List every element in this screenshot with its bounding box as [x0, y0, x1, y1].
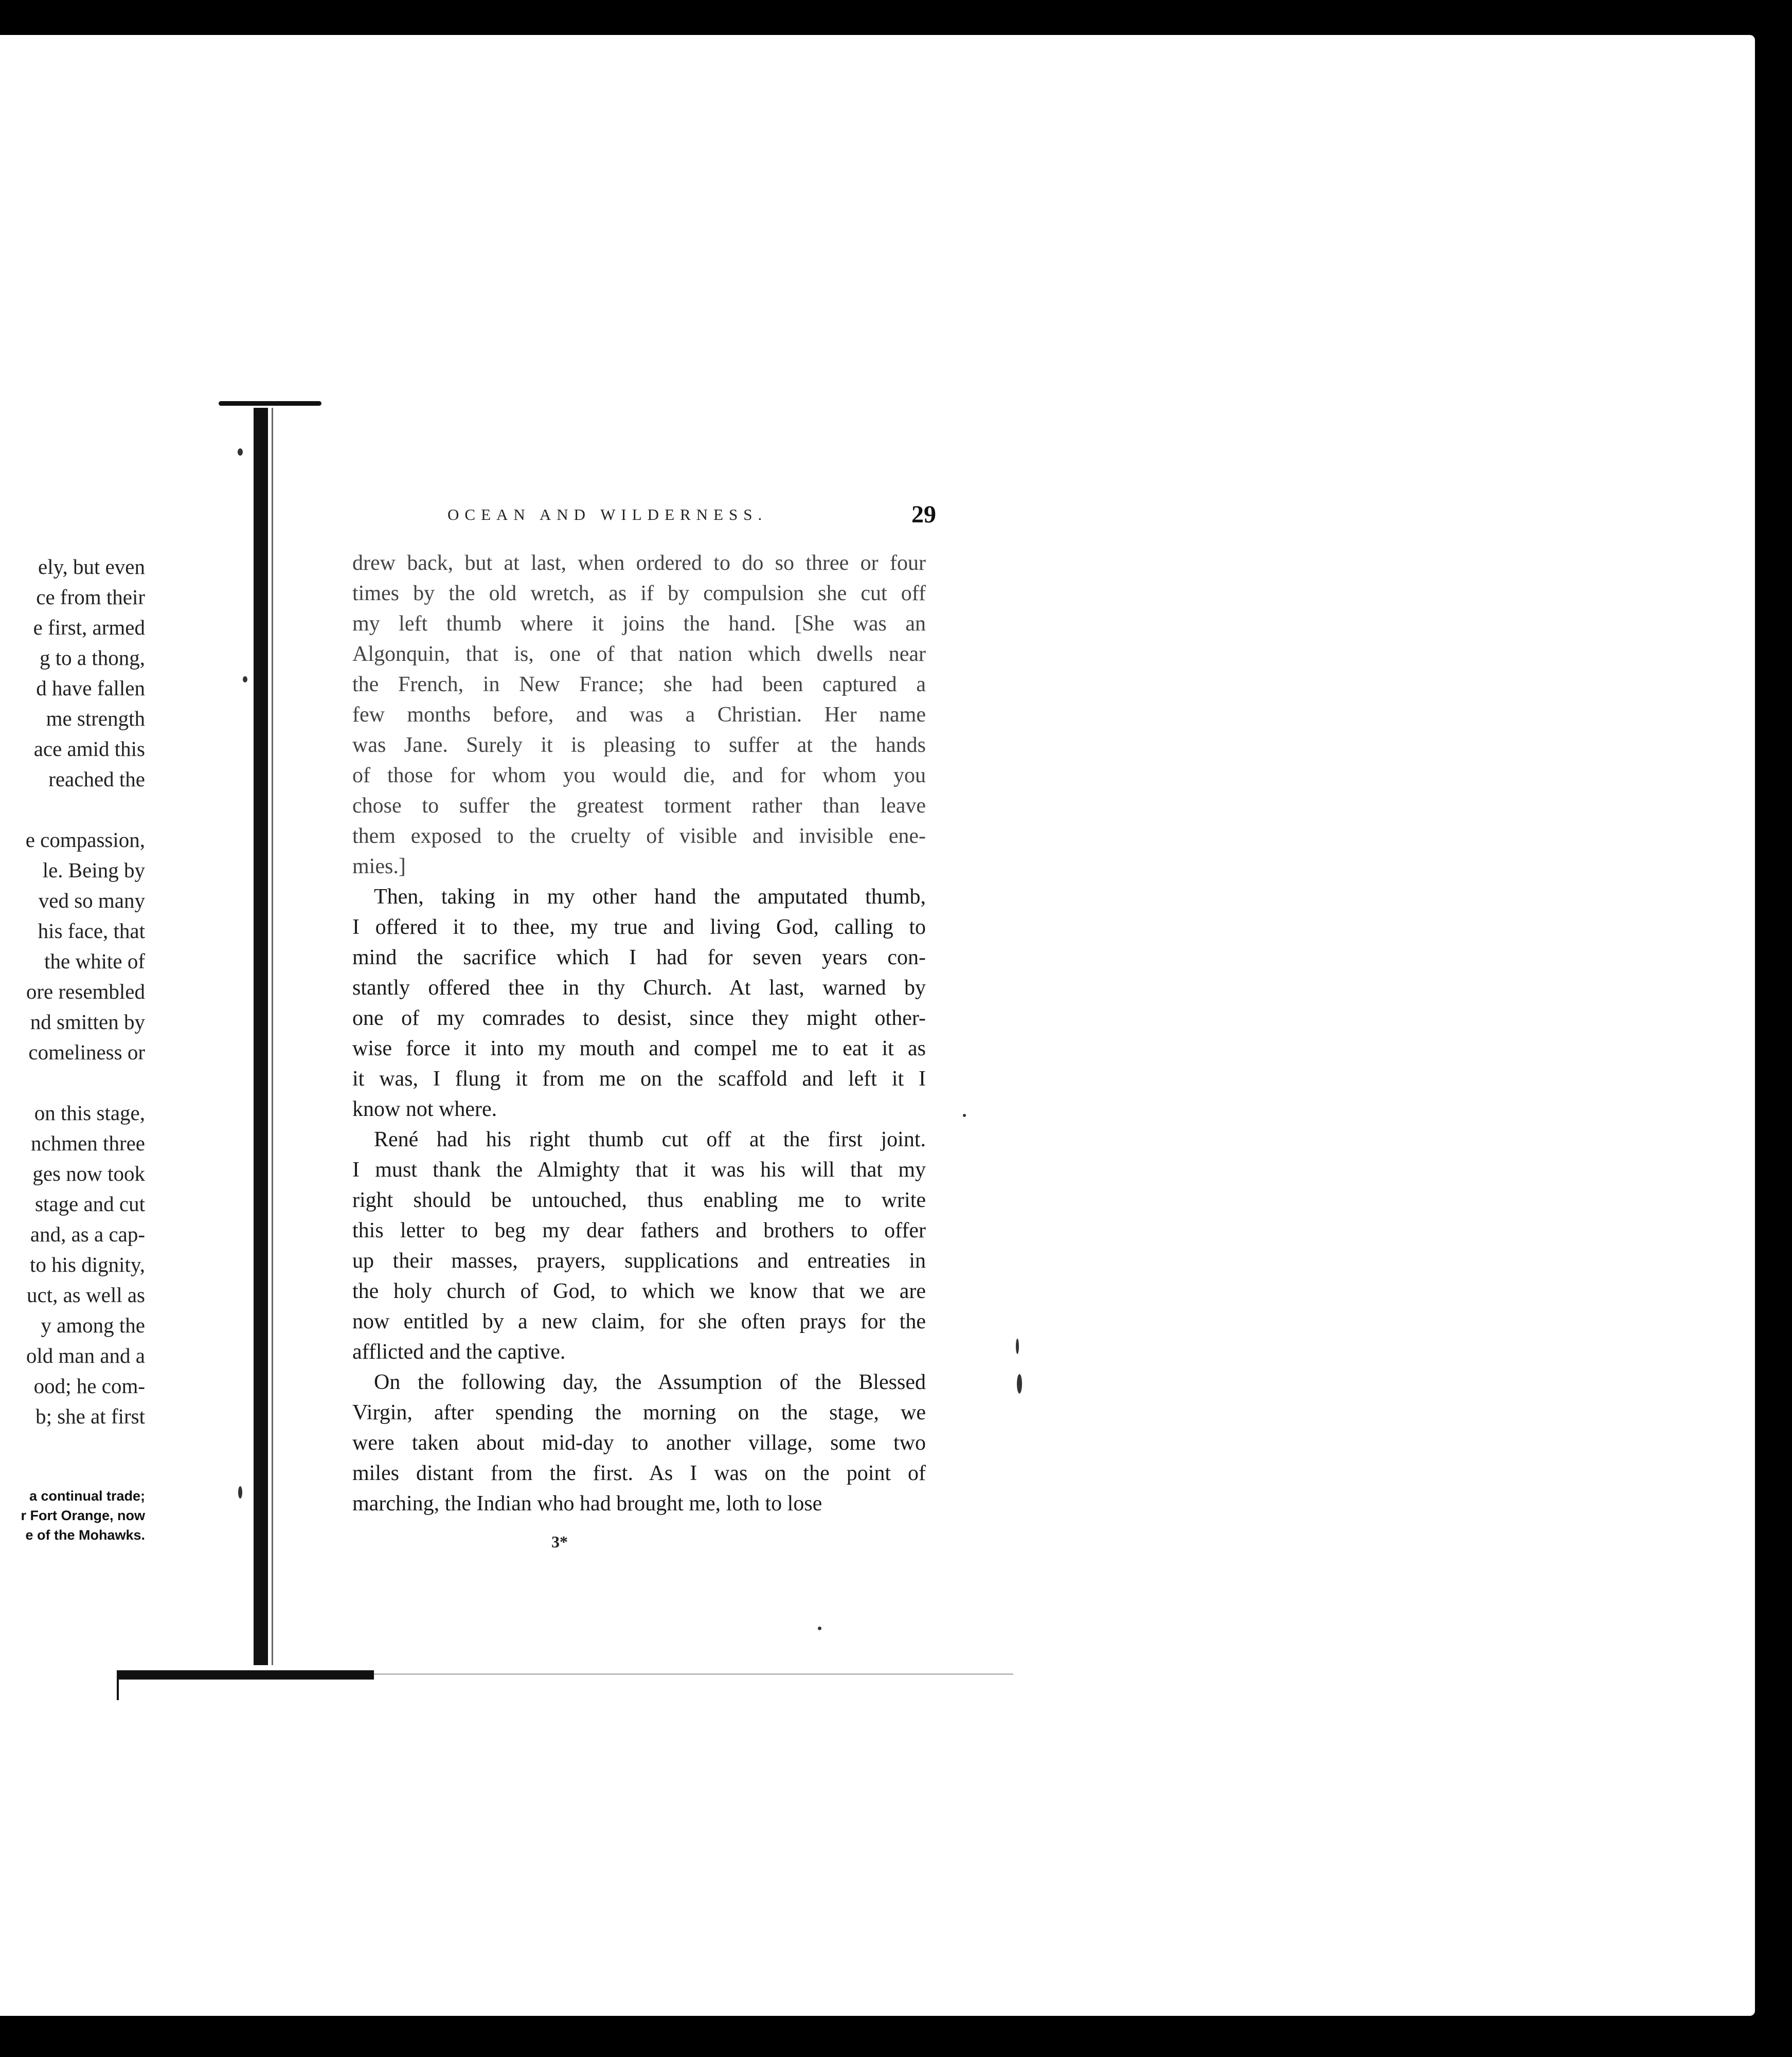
- text-line: stantly offered thee in thy Church. At last, warned by: [352, 976, 926, 1000]
- text-line: it was, I flung it from me on the scaffold and left it I: [352, 1067, 926, 1091]
- left-text-line: and, as a cap-: [30, 1222, 145, 1246]
- left-text-line: g to a thong,: [40, 646, 145, 670]
- left-text-line: old man and a: [26, 1344, 145, 1367]
- text-line: my left thumb where it joins the hand. [She was an: [352, 612, 926, 636]
- left-text-line: e compassion,: [25, 828, 145, 852]
- left-text-line: nd smitten by: [30, 1010, 145, 1034]
- left-text-line: reached the: [48, 767, 145, 791]
- left-text-line: ce from their: [36, 585, 145, 609]
- binding-gutter-edge: [272, 408, 273, 1665]
- page-bottom-edge: [374, 1673, 1013, 1675]
- left-text-line: [0, 795, 145, 825]
- binding-gutter: [254, 408, 268, 1665]
- left-text-line: d have fallen: [36, 676, 145, 700]
- text-line: Then, taking in my other hand the amputated thumb,: [374, 885, 926, 909]
- text-line: Virgin, after spending the morning on the stage, we: [352, 1401, 926, 1424]
- left-text-line: ood; he com-: [33, 1374, 145, 1398]
- text-line: I offered it to thee, my true and living God, calling to: [352, 915, 926, 939]
- left-text-line: on this stage,: [34, 1101, 145, 1125]
- text-line: afflicted and the captive.: [352, 1340, 566, 1364]
- text-line: this letter to beg my dear fathers and brothers to offer: [352, 1219, 926, 1242]
- left-text-line: b; she at first: [35, 1404, 145, 1428]
- left-page-footnote: [0, 1486, 145, 1545]
- left-text-line: ace amid this: [33, 737, 145, 761]
- left-text-line: to his dignity,: [30, 1253, 145, 1276]
- left-text-line: uct, as well as: [27, 1283, 145, 1307]
- running-head: [447, 500, 936, 536]
- left-text-line: ved so many: [38, 889, 145, 912]
- text-line: mind the sacrifice which I had for seven years con-: [352, 946, 926, 969]
- left-text-line: stage and cut: [34, 1192, 145, 1216]
- left-text-line: ore resembled: [26, 980, 145, 1003]
- text-line: I must thank the Almighty that it was his will that my: [352, 1158, 926, 1182]
- left-text-line: e first, armed: [33, 616, 145, 639]
- text-line: Algonquin, that is, one of that nation which dwells near: [352, 642, 926, 666]
- text-line: marching, the Indian who had brought me, loth to lose: [352, 1492, 822, 1515]
- scan-speck: [963, 1114, 966, 1117]
- text-line: was Jane. Surely it is pleasing to suffer at the hands: [352, 733, 926, 757]
- left-text-line: his face, that: [38, 919, 145, 943]
- text-line: the holy church of God, to which we know that we are: [352, 1279, 926, 1303]
- text-line: up their masses, prayers, supplications and entreaties in: [352, 1249, 926, 1273]
- scan-speck: [1017, 1374, 1022, 1394]
- left-text-line: ely, but even: [38, 555, 145, 579]
- text-line: wise force it into my mouth and compel me to eat it as: [352, 1037, 926, 1060]
- text-line: mies.]: [352, 855, 406, 878]
- page-number: 29: [911, 501, 936, 528]
- scan-speck: [238, 448, 243, 456]
- signature-mark: 3*: [551, 1532, 568, 1551]
- right-page-body: [352, 548, 926, 1519]
- scanned-page-sheet: [0, 35, 1755, 2016]
- left-text-line: ges now took: [32, 1162, 145, 1185]
- scan-speck: [238, 1486, 242, 1499]
- text-line: them exposed to the cruelty of visible and invisible ene-: [352, 824, 926, 848]
- binding-bottom-rule: [117, 1670, 374, 1680]
- text-line: times by the old wretch, as if by compulsion she cut off: [352, 582, 926, 605]
- footnote-line: r Fort Orange, now: [21, 1508, 145, 1523]
- text-line: know not where.: [352, 1097, 497, 1121]
- text-line: On the following day, the Assumption of the Blessed: [374, 1370, 926, 1394]
- text-line: chose to suffer the greatest torment rather than leave: [352, 794, 926, 818]
- scan-speck: [818, 1627, 821, 1630]
- text-line: few months before, and was a Christian. Her name: [352, 703, 926, 727]
- left-text-line: the white of: [44, 949, 145, 973]
- left-text-line: me strength: [46, 707, 145, 730]
- text-line: miles distant from the first. As I was on the point of: [352, 1461, 926, 1485]
- running-head-title: OCEAN AND WILDERNESS.: [447, 506, 768, 524]
- left-text-line: le. Being by: [42, 858, 145, 882]
- text-line: of those for whom you would die, and for whom you: [352, 764, 926, 787]
- footnote-line: a continual trade;: [29, 1488, 145, 1504]
- scan-speck: [1016, 1339, 1019, 1354]
- text-line: were taken about mid-day to another village, some two: [352, 1431, 926, 1455]
- left-page-text: [0, 552, 145, 1432]
- text-line: now entitled by a new claim, for she often prays for the: [352, 1310, 926, 1333]
- left-text-line: y among the: [41, 1313, 145, 1337]
- text-line: right should be untouched, thus enabling me to write: [352, 1188, 926, 1212]
- scan-speck: [243, 676, 247, 682]
- binding-top-rule: [219, 401, 321, 406]
- text-line: drew back, but at last, when ordered to do so three or four: [352, 551, 926, 575]
- binding-bottom-tick: [117, 1679, 119, 1700]
- left-text-line: nchmen three: [31, 1131, 145, 1155]
- left-text-line: comeliness or: [28, 1040, 145, 1064]
- footnote-line: e of the Mohawks.: [25, 1527, 145, 1543]
- text-line: René had his right thumb cut off at the first joint.: [374, 1128, 926, 1151]
- left-text-line: [0, 1068, 145, 1098]
- text-line: one of my comrades to desist, since they might other-: [352, 1006, 926, 1030]
- text-line: the French, in New France; she had been captured a: [352, 673, 926, 696]
